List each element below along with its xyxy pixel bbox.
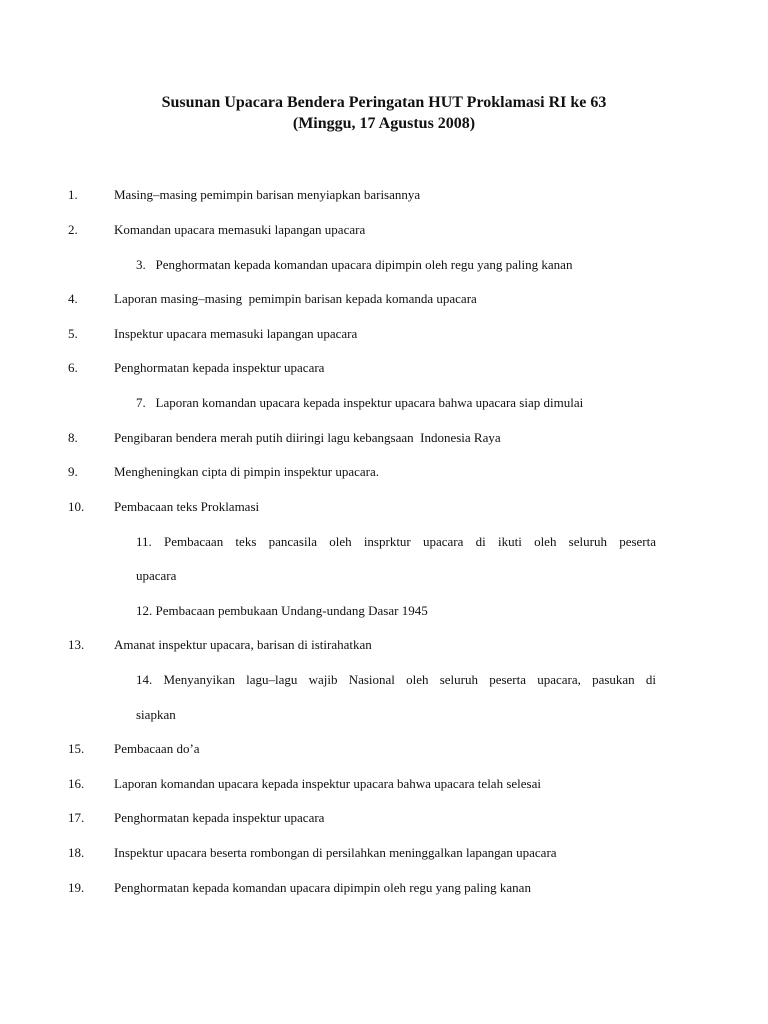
item-text: Pembacaan teks Proklamasi <box>114 499 260 514</box>
item-number: 18. <box>68 845 85 860</box>
item-number: 6. <box>68 360 78 375</box>
item-text: Inspektur upacara memasuki lapangan upacara <box>114 326 358 341</box>
item-number: 10. <box>68 499 85 514</box>
item-text: Laporan komandan upacara kepada inspektur upacara bahwa upacara telah selesai <box>114 776 541 791</box>
item-text: Pembacaan do’a <box>114 741 200 756</box>
item-number: 8. <box>68 430 78 445</box>
document-title: Susunan Upacara Bendera Peringatan HUT Proklamasi RI ke 63 <box>161 94 607 111</box>
item-text: Masing–masing pemimpin barisan menyiapkan barisannya <box>114 187 421 202</box>
item-text: Amanat inspektur upacara, barisan di istirahatkan <box>114 637 372 652</box>
item-text-continuation: upacara <box>136 568 177 583</box>
item-text: Komandan upacara memasuki lapangan upacara <box>114 222 366 237</box>
item-text: 7. Laporan komandan upacara kepada inspektur upacara bahwa upacara siap dimulai <box>136 395 584 410</box>
item-text: Penghormatan kepada inspektur upacara <box>114 360 325 375</box>
item-number: 9. <box>68 464 78 479</box>
item-text: Laporan masing–masing pemimpin barisan kepada komanda upacara <box>114 291 477 306</box>
item-text: Penghormatan kepada komandan upacara dipimpin oleh regu yang paling kanan <box>114 880 531 895</box>
item-number: 13. <box>68 637 85 652</box>
item-text: Penghormatan kepada inspektur upacara <box>114 810 325 825</box>
item-text-continuation: siapkan <box>136 707 176 722</box>
item-text: Mengheningkan cipta di pimpin inspektur upacara. <box>114 464 379 479</box>
item-number: 19. <box>68 880 85 895</box>
item-text: 14. Menyanyikan lagu–lagu wajib Nasional oleh seluruh peserta upacara, pasukan di <box>136 672 656 687</box>
item-number: 16. <box>68 776 85 791</box>
item-text: Inspektur upacara beserta rombongan di persilahkan meninggalkan lapangan upacara <box>114 845 557 860</box>
item-number: 4. <box>68 291 78 306</box>
item-text: 12. Pembacaan pembukaan Undang-undang Dasar 1945 <box>136 603 428 618</box>
item-text: 11. Pembacaan teks pancasila oleh insprktur upacara di ikuti oleh seluruh peserta <box>136 534 656 549</box>
document-subtitle-date: (Minggu, 17 Agustus 2008) <box>292 115 476 132</box>
item-number: 1. <box>68 187 78 202</box>
item-text: 3. Penghormatan kepada komandan upacara dipimpin oleh regu yang paling kanan <box>136 257 573 272</box>
item-number: 17. <box>68 810 85 825</box>
item-text: Pengibaran bendera merah putih diiringi lagu kebangsaan Indonesia Raya <box>114 430 501 445</box>
item-number: 15. <box>68 741 85 756</box>
item-number: 5. <box>68 326 78 341</box>
item-number: 2. <box>68 222 78 237</box>
